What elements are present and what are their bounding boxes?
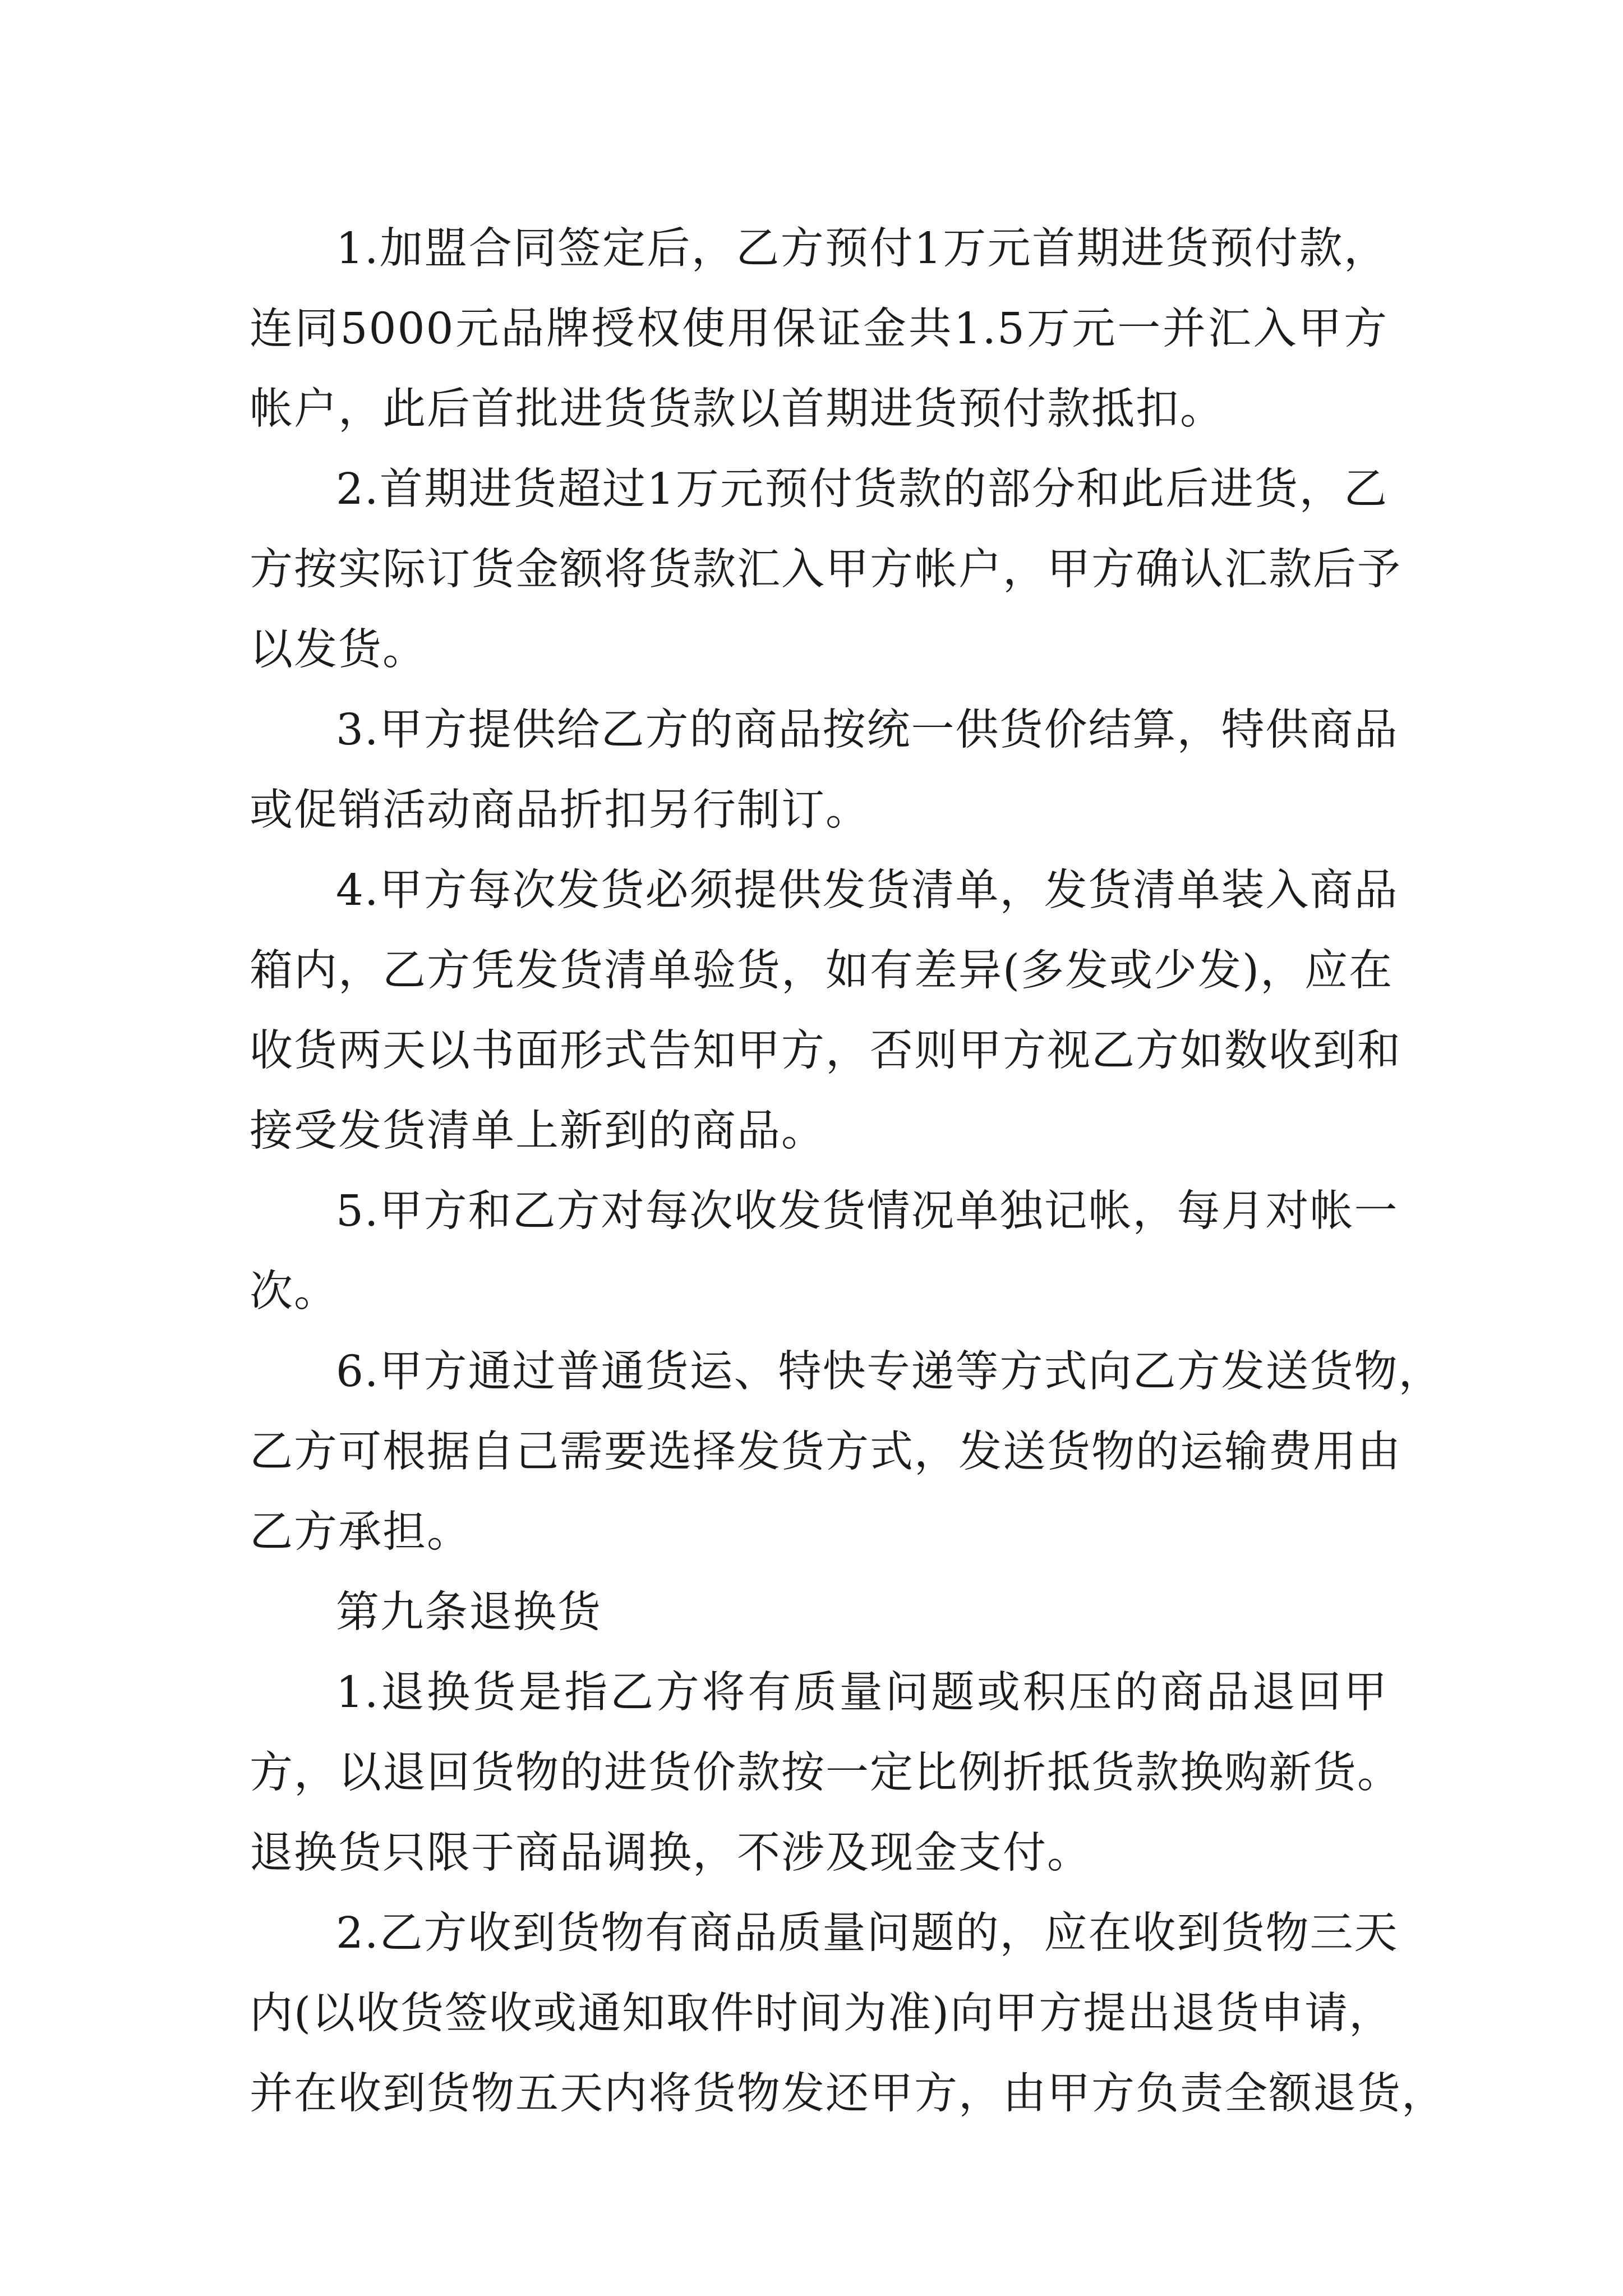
clause-8-4-paragraph <box>250 850 1401 1171</box>
text-line: 2.乙方收到货物有商品质量问题的，应在收到货物三天 <box>336 1908 1399 1958</box>
article-9-heading <box>250 1572 1388 1653</box>
text-line: 1.退换货是指乙方将有质量问题或积压的商品退回甲 <box>336 1668 1388 1718</box>
text-line: 方，以退回货物的进货价款按一定比例折抵货款换购新货。 <box>250 1748 1401 1798</box>
text-line: 5.甲方和乙方对每次收发货情况单独记帐，每月对帐一 <box>336 1186 1399 1236</box>
clause-8-6-paragraph <box>250 1332 1443 1572</box>
text-line: 1.加盟合同签定后，乙方预付1万元首期进货预付款， <box>336 224 1388 274</box>
text-line: 收货两天以书面形式告知甲方，否则甲方视乙方如数收到和 <box>250 1026 1401 1076</box>
text-line: 4.甲方每次发货必须提供发货清单，发货清单装入商品 <box>336 866 1399 915</box>
text-line: 内(以收货签收或通知取件时间为准)向甲方提出退货申请， <box>250 1989 1394 2039</box>
text-line: 连同5000元品牌授权使用保证金共1.5万元一并汇入甲方 <box>250 304 1388 354</box>
clause-9-1-paragraph <box>250 1653 1401 1893</box>
clause-8-2-paragraph <box>250 449 1401 690</box>
text-line: 接受发货清单上新到的商品。 <box>250 1106 826 1156</box>
text-line: 3.甲方提供给乙方的商品按统一供货价结算，特供商品 <box>336 705 1399 755</box>
text-line: 以发货。 <box>250 625 427 675</box>
section-heading: 第九条退换货 <box>336 1588 602 1637</box>
text-line: 方按实际订货金额将货款汇入甲方帐户，甲方确认汇款后予 <box>250 545 1401 595</box>
text-line: 2.首期进货超过1万元预付货款的部分和此后进货，乙 <box>336 464 1388 514</box>
text-line: 箱内，乙方凭发货清单验货，如有差异(多发或少发)，应在 <box>250 946 1394 996</box>
text-line: 帐户，此后首批进货货款以首期进货预付款抵扣。 <box>250 384 1224 434</box>
text-line: 6.甲方通过普通货运、特快专递等方式向乙方发送货物， <box>336 1347 1443 1397</box>
clause-9-2-paragraph <box>250 1893 1446 2134</box>
text-line: 次。 <box>250 1267 338 1317</box>
text-line: 乙方可根据自己需要选择发货方式，发送货物的运输费用由 <box>250 1427 1401 1477</box>
clause-8-1-paragraph <box>250 209 1388 449</box>
text-line: 退换货只限于商品调换，不涉及现金支付。 <box>250 1828 1091 1878</box>
clause-8-3-paragraph <box>250 690 1399 850</box>
text-line: 并在收到货物五天内将货物发还甲方，由甲方负责全额退货， <box>250 2069 1446 2119</box>
text-line: 乙方承担。 <box>250 1507 471 1557</box>
clause-8-5-paragraph <box>250 1171 1399 1332</box>
document-body <box>250 209 1446 2134</box>
text-line: 或促销活动商品折扣另行制订。 <box>250 785 870 835</box>
